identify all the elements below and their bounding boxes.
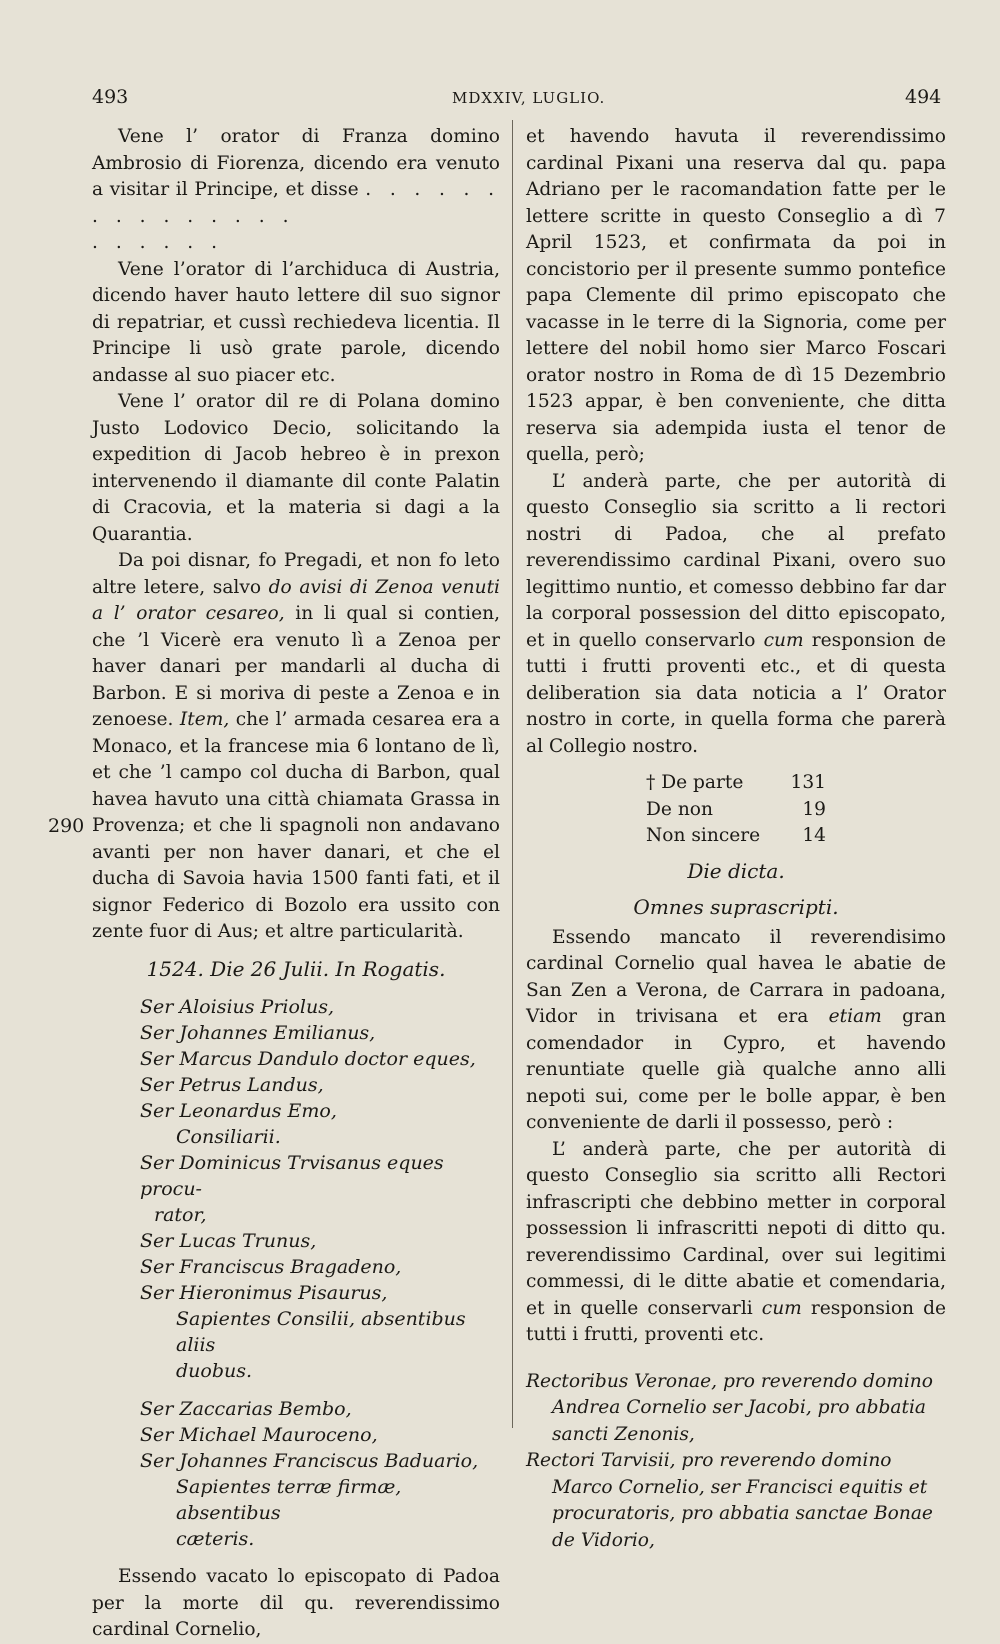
- names-list: [92, 994, 500, 1552]
- name-line: Ser Leonardus Emo,: [140, 1100, 337, 1122]
- name-line: Ser Petrus Landus,: [140, 1074, 324, 1096]
- group-label: Sapientes Consilii, absentibus aliis: [176, 1308, 466, 1356]
- ellipsis-line: . . . . . .: [92, 232, 224, 253]
- group-label: cæteris.: [176, 1528, 255, 1550]
- running-title: MDXXIV, LUGLIO.: [452, 89, 606, 107]
- left-column: [92, 124, 500, 1644]
- right-column: [526, 124, 946, 1554]
- die-dicta-heading: Die dicta.: [687, 858, 785, 883]
- paragraph: Vene l’orator di l’archiduca di Austria, dicendo haver hauto lettere dil suo signor di repatriar, et cussì rechiedeva licentia. Il Principe li usò grate parole, dicendo andasse al suo piacer etc.: [92, 258, 500, 386]
- paragraph: L’ anderà parte, che per autorità di questo Conseglio sia scritto a li rectori nostri di Padoa, che al prefato reverendissimo cardinal Pixani, overo suo legittimo nuntio, et comesso debbino far dar la corporal possession del ditto episcopato, et in quello conservarlo cum responsion de tutti i frutti proventi etc., et di questa deliberation sia data noticia a l’ Orator nostro in corte, in quella forma che parerà al Collegio nostro.: [526, 470, 946, 757]
- paragraph: Vene l’ orator dil re di Polana domino Justo Lodovico Decio, solicitando la expedition di Jacob hebreo è in prexon intervenendo il diamante dil conte Palatin di Cracovia, et la materia si dagi a la Quarantia.: [92, 391, 500, 545]
- name-line: Ser Hieronimus Pisaurus,: [140, 1282, 388, 1304]
- paragraph: L’ anderà parte, che per autorità di questo Conseglio sia scritto alli Rectori infrascripti che debbino metter in corporal possession li infrascritti nepoti di ditto qu. reverendissimo Cardinal, over sui legitimi commessi, di le ditte abatie et comendaria, et in quelle conservarli cum responsion de tutti i frutti, proventi etc.: [526, 1138, 946, 1345]
- vote-row: † De parte 131: [646, 772, 826, 793]
- rectors-entry: Rectori Tarvisii, pro reverendo domino Marco Cornelio, ser Francisci equitis et procuratoris, pro abbatia sanctae Bonae de Vidorio,: [526, 1450, 933, 1551]
- name-line: Ser Dominicus Trvisanus eques procu-: [140, 1152, 444, 1200]
- section-heading: 1524. Die 26 Julii. In Rogatis.: [146, 956, 446, 981]
- name-line: Ser Johannes Emilianus,: [140, 1022, 376, 1044]
- paragraph: Da poi disnar, fo Pregadi, et non fo leto altre letere, salvo do avisi di Zenoa venuti a l’ orator cesareo, in li qual si contien, che ’l Vicerè era venuto lì a Zenoa per haver danari per mandarli al ducha di Barbon. E si moriva di peste a Zenoa e in zenoese. Item, che l’ armada cesarea era a Monaco, et la francese mia 6 lontano de lì, et che ’l campo col ducha di Barbon, qual havea havuto una città chiamata Grassa in Provenza; et che li spagnoli non andavano avanti per non haver danari, et che el ducha di Savoia havia 1500 fanti fati, et il signor Federico di Bozolo era ussito con zente fuor di Aus; et altre particularità.: [92, 550, 500, 942]
- name-line: Ser Marcus Dandulo doctor eques,: [140, 1048, 476, 1070]
- rectors-entry: Rectoribus Veronae, pro reverendo domino Andrea Cornelio ser Jacobi, pro abbatia sancti Zenonis,: [526, 1370, 933, 1445]
- paragraph: Essendo mancato il reverendisimo cardinal Cornelio qual havea le abatie de San Zen a Verona, de Carrara in padoana, Vidor in trivisana et era etiam gran comendador in Cypro, et havendo renuntiate quelle già qualche anno alli nepoti sui, come per le bolle appar, è ben conveniente de darli il possesso, però :: [526, 926, 947, 1133]
- vote-row: Non sincere 14: [646, 825, 826, 846]
- margin-number: 290: [48, 815, 85, 837]
- name-line: Ser Zaccarias Bembo,: [140, 1398, 352, 1420]
- omnes-heading: Omnes suprascripti.: [633, 895, 839, 919]
- name-line: rator,: [154, 1204, 207, 1226]
- name-line: Ser Michael Mauroceno,: [140, 1424, 378, 1446]
- paragraph: Vene l’ orator di Franza domino Ambrosio di Fiorenza, dicendo era venuto a visitar il Principe, et disse . . . . . . . . . . . . . . .: [92, 126, 501, 227]
- name-line: Ser Aloisius Priolus,: [140, 996, 335, 1018]
- name-line: Ser Johannes Franciscus Baduario,: [140, 1450, 479, 1472]
- group-label: Sapientes terræ firmæ, absentibus: [176, 1476, 402, 1524]
- left-page-number: 493: [92, 86, 129, 108]
- group-label: Consiliarii.: [176, 1126, 281, 1148]
- name-line: Ser Franciscus Bragadeno,: [140, 1256, 402, 1278]
- name-line: Ser Lucas Trunus,: [140, 1230, 317, 1252]
- right-page-number: 494: [905, 86, 942, 108]
- column-divider: [512, 120, 513, 1428]
- paragraph: et havendo havuta il reverendissimo cardinal Pixani una reserva dal qu. papa Adriano per le racomandation fatte per le lettere scritte in questo Conseglio a dì 7 April 1523, et confirmata da poi in concistorio per il presente summo pontefice papa Clemente dil primo episcopato che vacasse in le terre di la Signoria, come per lettere del nobil homo sier Marco Foscari orator nostro in Roma de dì 15 Dezembrio 1523 appar, è ben conveniente, che ditta reserva sia adempida iusta el tenor de quella, però;: [526, 126, 946, 465]
- group-label: duobus.: [176, 1360, 253, 1382]
- vote-row: De non 19: [646, 798, 826, 820]
- vote-tally: [646, 770, 826, 850]
- paragraph: Essendo vacato lo episcopato di Padoa per la morte dil qu. reverendissimo cardinal Cornelio,: [92, 1566, 500, 1640]
